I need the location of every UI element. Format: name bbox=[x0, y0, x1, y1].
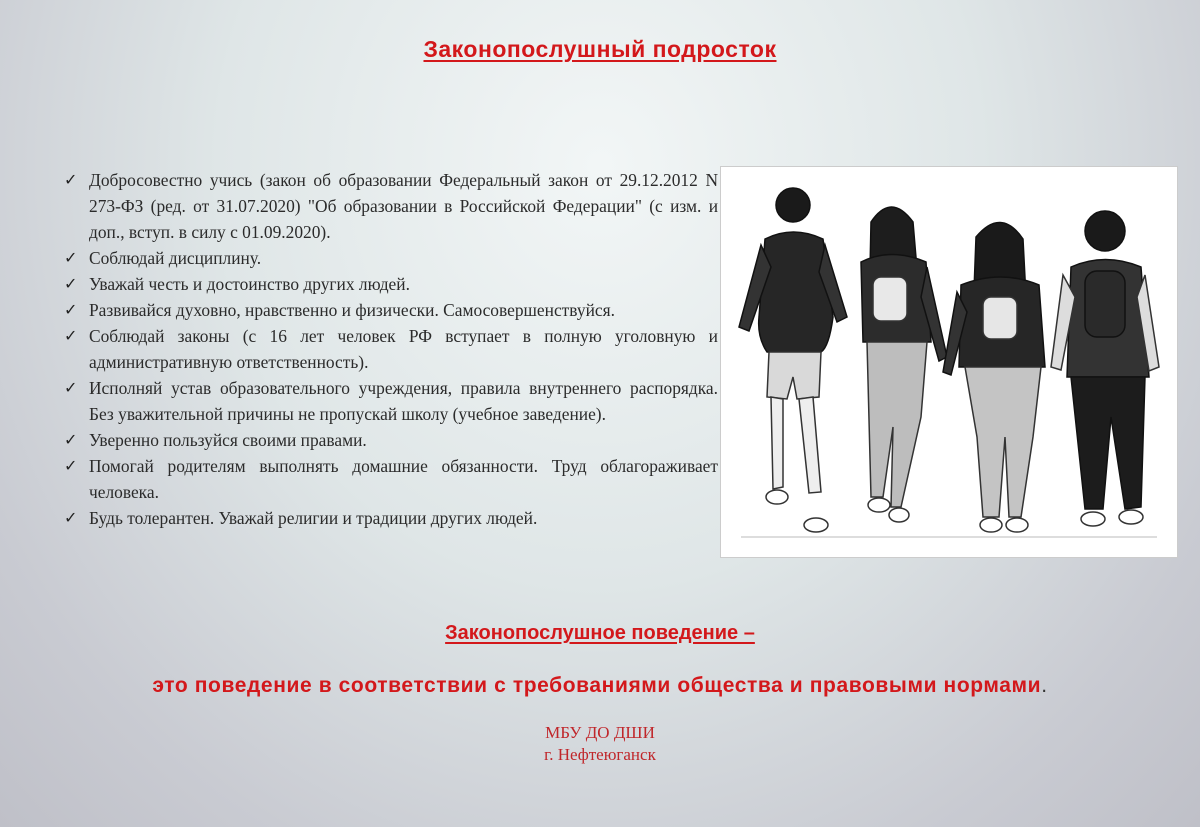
rule-text: Помогай родителям выполнять домашние обязанности. Труд облагораживает человека. bbox=[89, 456, 718, 502]
definition-term: Законопослушное поведение – bbox=[445, 622, 755, 644]
rule-text: Будь толерантен. Уважай религии и традиции других людей. bbox=[89, 508, 538, 528]
checkmark-icon: ✓ bbox=[64, 274, 78, 293]
list-item bbox=[62, 245, 718, 271]
checkmark-icon: ✓ bbox=[64, 378, 78, 397]
rule-text: Развивайся духовно, нравственно и физически. Самосовершенствуйся. bbox=[89, 300, 615, 320]
person-4 bbox=[1051, 211, 1159, 526]
list-item bbox=[62, 297, 718, 323]
person-2 bbox=[861, 207, 947, 522]
checkmark-icon: ✓ bbox=[64, 170, 78, 189]
list-item bbox=[62, 427, 718, 453]
checkmark-icon: ✓ bbox=[64, 430, 78, 449]
rules-list bbox=[62, 167, 718, 531]
definition-text: это поведение в соответствии с требованиями общества и правовыми нормами. bbox=[152, 674, 1048, 697]
organization-name: МБУ ДО ДШИ bbox=[545, 723, 655, 742]
list-item bbox=[62, 375, 718, 427]
person-1 bbox=[739, 188, 847, 532]
person-3 bbox=[943, 222, 1045, 532]
checkmark-icon: ✓ bbox=[64, 456, 78, 475]
rule-text: Добросовестно учись (закон об образовании Федеральный закон от 29.12.2012 N 273-ФЗ (ред. от 31.07.2020) "Об образовании в Российской Федерации" (с изм. и доп., вступ. в силу с 01.09.2020). bbox=[89, 170, 718, 242]
list-item bbox=[62, 167, 718, 245]
checkmark-icon: ✓ bbox=[64, 300, 78, 319]
checkmark-icon: ✓ bbox=[64, 326, 78, 345]
page-title: Законопослушный подросток bbox=[423, 36, 777, 62]
rule-text: Исполняй устав образовательного учреждения, правила внутреннего распорядка. Без уважительной причины не пропускай школу (учебное заведение). bbox=[89, 378, 718, 424]
checkmark-icon: ✓ bbox=[64, 508, 78, 527]
rule-text: Соблюдай законы (с 16 лет человек РФ вступает в полную уголовную и административную ответственность). bbox=[89, 326, 718, 372]
checkmark-icon: ✓ bbox=[64, 248, 78, 267]
organization-city: г. Нефтеюганск bbox=[544, 745, 656, 764]
list-item bbox=[62, 323, 718, 375]
rule-text: Уважай честь и достоинство других людей. bbox=[89, 274, 410, 294]
definition-end: . bbox=[1041, 674, 1048, 697]
list-item bbox=[62, 505, 718, 531]
list-item bbox=[62, 453, 718, 505]
teenagers-illustration bbox=[720, 166, 1178, 558]
rule-text: Соблюдай дисциплину. bbox=[89, 248, 262, 268]
rule-text: Уверенно пользуйся своими правами. bbox=[89, 430, 367, 450]
organization-block bbox=[0, 722, 1200, 766]
list-item bbox=[62, 271, 718, 297]
teenagers-walking-sketch bbox=[721, 167, 1177, 557]
